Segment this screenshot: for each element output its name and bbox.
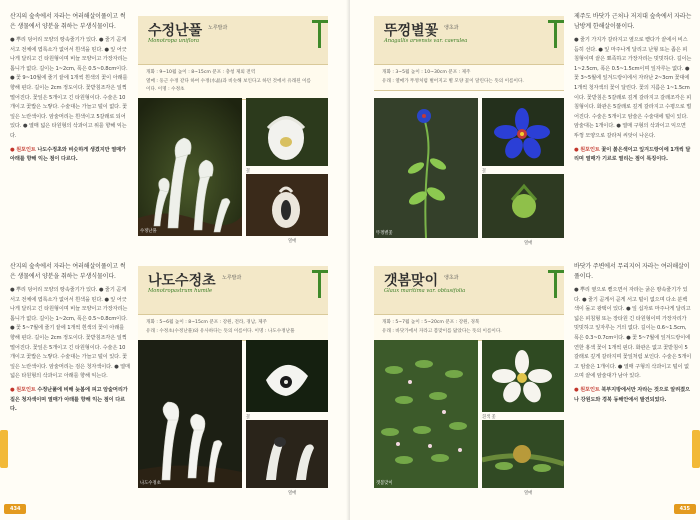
photo-caption: 뚜껑별꽃 (376, 231, 393, 236)
photo-caption: 갯봄맞이 (376, 481, 393, 486)
page-edge-tab (0, 430, 8, 468)
title-band (374, 16, 564, 64)
species-family: 노루발과 (208, 25, 228, 31)
description-body: ● 뿌리 옆으로 뻗으면서 자라는 굵은 땅속줄기가 있다. ● 줄기 곧게서 곧게 서고 털이 없으며 다소 분백색이 돌고 광택이 있다. ● 잎 십자로 마주나게 달리고 넓은 피침형 또는 장타원 긴 타원형이며 가장자리가 밋밋하고 잎자루는 거의 없다. 길이는 0.6~1.5cm, 폭은 0.3~0.7cm이다. ● 꽃 5~7월에 잎겨드랑이에 연한 홍색 꽃이 1개씩 핀다. 화관은 없고 꽃받침이 5갈래로 깊게 갈라지며 꽃잎처럼 보인다. 수술은 5개이고 암술은 1개이다. ● 열매 구형의 삭과이고 털이 없으며 끝에 암술대가 남아 있다. (574, 287, 692, 380)
info-box (374, 64, 564, 91)
species-name: 나도수정초 (148, 273, 216, 289)
flower-caption: 꽃 (246, 169, 251, 174)
description-lead: 제주도 바닷가 근처나 저지대 숲속에서 자라는 남방계 한해살이풀이다. (574, 13, 692, 30)
info-line: 이다. 이명 : 수정초 (146, 87, 185, 93)
one-point-text: 나도수정초와 비슷하게 생겼지만 열매가 아래를 향해 익는 점이 다르다. (10, 146, 126, 163)
entry-description (10, 262, 130, 419)
fruit-photo (482, 420, 564, 488)
species-family: 노루발과 (222, 275, 242, 281)
entry-sujeongnanpul (0, 12, 350, 264)
right-page (350, 0, 700, 520)
entry-gaetbommaji (350, 262, 700, 514)
flower-photo (482, 98, 564, 166)
fruit-photo (482, 174, 564, 238)
species-latin-name: Anagallis arvensis var. caerulea (384, 38, 468, 44)
one-point-text: 수정난풀에 비해 늦봄에 피고 암술머리가 짙은 청자색이며 열매가 아래를 향해 익는 점이 다르다. (10, 386, 128, 413)
title-band (374, 266, 564, 314)
one-point-label: ● 원포인트 (574, 146, 600, 153)
info-line: 개화 : 5~7월 높이 : 5~20cm 분포 : 강원, 경북 (382, 320, 480, 325)
main-photo (138, 98, 242, 236)
main-photo (374, 98, 478, 238)
species-name: 수정난풀 (148, 23, 203, 39)
flower-caption: 흰색 꽃 (482, 415, 496, 420)
info-line: 열매 : 둥근 수정 같다 하여 수정(水晶)과 비슷해 보인다고 하던 것에서 유래된 이름 (146, 78, 311, 84)
species-latin-name: Monotropa uniflora (148, 38, 200, 44)
title-band (138, 266, 328, 314)
entry-description (574, 12, 692, 169)
description-body: ● 뿌리 덩어리 모양의 땅속줄기가 있다. ● 줄기 곧게 서고 전체에 엽록소가 없어서 흰색을 띤다. ● 잎 어긋나게 달리고 긴 타원형이며 비늘 모양이고 가장자리는 톱니가 없다. 길이는 1~2cm, 폭은 0.5~0.8cm이다. ● 꽃 9~10월에 줄기 끝에 1개씩 흰색의 꽃이 아래를 향해 핀다. 길이는 2cm 정도이다. 꽃받침조각은 일찍 떨어진다. 꽃잎은 5개이고 긴 타원형이다. 수술은 10개이고 꽃밥은 노랗다. 수술대는 가늘고 털이 없다. 꽃잎은 노란색이다. 암술머리는 흰색이고 5갈래로 되어 있다. ● 열매 넓은 타원형의 삭과이고 위를 향해 익는다. (10, 37, 128, 139)
info-line: 개화 : 3~5월 높이 : 10~30cm 분포 : 제주 (382, 70, 471, 75)
info-line: 유래 : 열매가 뚜껑처럼 벌어지고 별 모양 꽃이 달린다는 뜻의 이름이다. (382, 78, 524, 84)
species-family: 앵초과 (444, 25, 459, 31)
flower-photo (246, 98, 328, 166)
category-mark-icon (548, 20, 564, 48)
description-lead: 산지의 숲속에서 자라는 여러해살이풀이고 썩은 생물에서 양분을 취하는 부생식물이다. (10, 13, 126, 30)
fruit-caption: 열매 (288, 491, 297, 496)
fruit-caption: 열매 (288, 239, 297, 244)
one-point-label: ● 원포인트 (574, 386, 600, 393)
entry-description (10, 12, 130, 169)
flower-photo (482, 340, 564, 412)
description-body: ● 줄기 가지가 갈라지고 옆으로 뻗다가 끝에서 비스듬히 선다. ● 잎 마주나게 달리고 난형 또는 좁은 피침형이며 끝은 뾰족하고 가장자리는 밋밋하다. 길이는 1~2.5cm, 폭은 0.5~1.5cm이며 잎자루는 없다. ● 꽃 3~5월에 잎겨드랑이에서 자라난 2~3cm 꽃대에 1개씩 청자색의 꽃이 달린다. 꽃의 지름은 1~1.5cm이다. 꽃받침은 5갈래로 깊게 갈라지고 갈래조각은 피침형이다. 화관은 5갈래로 깊게 갈라지고 수평으로 벌어진다. 수술은 5개이고 암술은 수술대에 털이 있다. 암술대는 1개이다. ● 열매 구형의 삭과이고 익으면 뚜껑 모양으로 갈라져 씨앗이 나온다. (574, 37, 692, 139)
title-band (138, 16, 328, 64)
description-body: ● 뿌리 덩어리 모양의 땅속줄기가 있다. ● 줄기 곧게 서고 전체에 엽록소가 없어서 흰색을 띤다. ● 잎 어긋나게 달리고 긴 타원형이며 비늘 모양이고 가장자리는 톱니가 없다. 길이는 1~2cm, 폭은 0.5~0.8cm이다. ● 꽃 5~7월에 줄기 끝에 1개씩 흰색의 꽃이 아래를 향해 핀다. 길이는 2cm 정도이다. 꽃받침조각은 일찍 떨어진다. 꽃잎은 5개이고 긴 타원형이다. 수술은 10개이고 꽃밥은 노랗다. 수술대는 가늘고 털이 있다. 꽃잎은 노란색이다. 암술머리는 검은 청자색이다. ● 열매 넓은 타원형의 삭과이고 아래를 향해 익는다. (10, 287, 130, 380)
one-point-text: 꽃이 붉은색이고 잎겨드랑이에 1개씩 달리며 열매가 기르로 열리는 점이 특징이다. (574, 146, 691, 163)
category-mark-icon (312, 270, 328, 298)
description-lead: 산지의 숲속에서 자라는 여러해살이풀이고 썩은 생물에서 양분을 취하는 부생식물이다. (10, 263, 126, 280)
flower-photo (246, 340, 328, 412)
entry-description (574, 262, 692, 409)
one-point-text: 북부지방에서만 자라는 것으로 알려졌으나 강원도와 경북 동해안에서 발견되었다. (574, 386, 690, 403)
species-latin-name: Monotropastrum humile (148, 288, 213, 294)
species-card (374, 262, 574, 494)
page-number: 434 (4, 504, 26, 514)
one-point-label: ● 원포인트 (10, 146, 36, 153)
species-name: 뚜껑별꽃 (384, 23, 439, 39)
main-photo (138, 340, 242, 488)
one-point-label: ● 원포인트 (10, 386, 36, 393)
photo-caption: 나도수정초 (140, 481, 161, 486)
info-line: 유래 : 수정초(수정난풀)와 유사하다는 뜻의 이름이다. 이명 : 나도수정난풀 (146, 328, 295, 334)
species-family: 앵초과 (444, 275, 459, 281)
entry-ttukkeongbyeolkkot (350, 12, 700, 264)
description-lead: 바닷가 주변에서 무리지어 자라는 여러해살이풀이다. (574, 263, 690, 280)
fruit-caption: 열매 (524, 491, 533, 496)
species-card (138, 262, 338, 494)
page-number: 435 (674, 504, 696, 514)
page-edge-tab (692, 430, 700, 468)
info-line: 유래 : 바닷가에서 자라고 봄맞이를 닮았다는 뜻의 이름이다. (382, 328, 502, 334)
fruit-photo (246, 174, 328, 236)
entry-nadosujeongcho (0, 262, 350, 514)
info-line: 개화 : 9~10월 높이 : 8~15cm 분포 : 충청 제외 전역 (146, 70, 256, 75)
photo-caption: 수정난풀 (140, 229, 157, 234)
category-mark-icon (312, 20, 328, 48)
category-mark-icon (548, 270, 564, 298)
info-line: 개화 : 5~6월 높이 : 8~15cm 분포 : 강원, 전라, 경남, 제주 (146, 320, 267, 325)
species-latin-name: Glaux maritima var. obtusifolia (384, 288, 466, 294)
info-box (374, 314, 564, 341)
flower-caption: 꽃 (246, 415, 251, 420)
main-photo (374, 340, 478, 488)
species-name: 갯봄맞이 (384, 273, 439, 289)
fruit-photo (246, 420, 328, 488)
flower-caption: 꽃 (482, 169, 487, 174)
species-card (138, 12, 338, 244)
species-card (374, 12, 574, 244)
info-box (138, 314, 328, 341)
fruit-caption: 열매 (524, 241, 533, 246)
info-box (138, 64, 328, 100)
